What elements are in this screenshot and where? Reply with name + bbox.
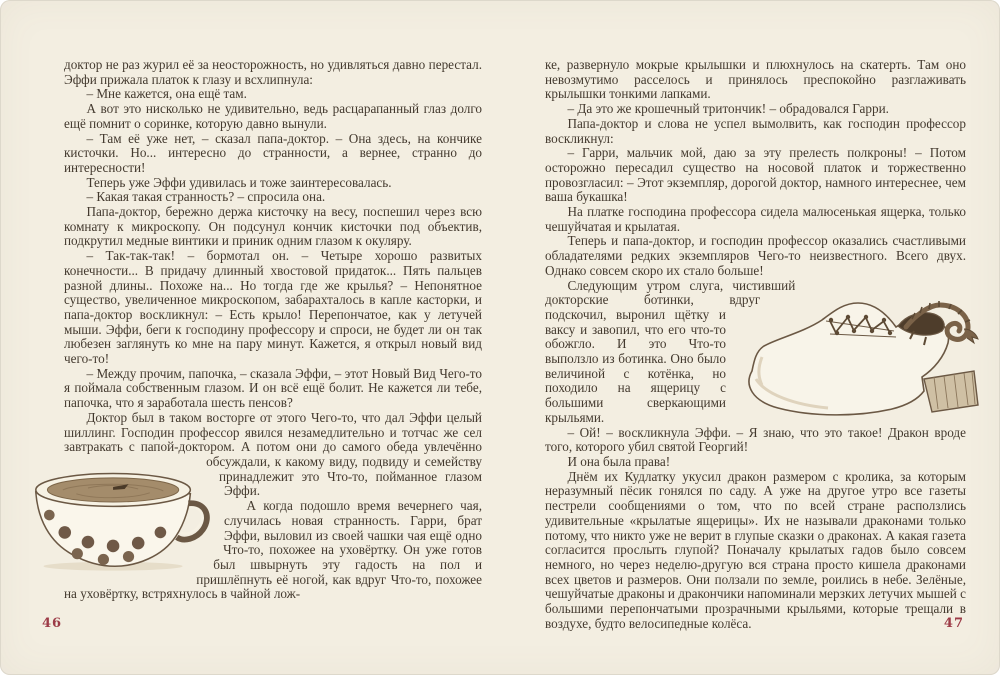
text-paragraph-wrapping-shoe (545, 279, 966, 426)
page-number-left: 46 (42, 616, 63, 631)
text-paragraph: – Там её уже нет, – сказал папа-доктор. – Она здесь, на кончике кисточки. Но... интересно до странности, а вернее, странно до интересности! (64, 130, 482, 175)
text-paragraph: – Так-так-так! – бормотал он. – Четыре хорошо развитых конечности... В придачу длинный хвостовой придаток... Пять пальцев разной длины.. Похоже на... Но тогда где же крылья? – Непонятное существо, увеличенное микроскопом, забарахталось в капле касторки, и папа-доктор воскликнул: – Есть крыло! Перепончатое, как у летучей мыши. Эффи, беги к господину профессору и спроси, не будет ли он так любезен заглянуть ко мне на пару минут. Кажется, я открыл новый вид чего-то! (64, 248, 482, 367)
text-paragraph: – Какая такая странность? – спросила она. (86, 189, 326, 205)
text-segment: Доктор был в таком восторге от этого Чего-то, что дал Эффи целый шиллинг. Господин профессор явился незамедлительно и тотчас же сел завтракать с папой-доктором. А потом они до самого (64, 409, 482, 455)
text-paragraph: Днём их Кудлатку укусил дракон размером с кролика, за которым неразумный пёсик гонялся по саду. А уже на другое утро все газеты пестрели сообщениями о том, что по всей стране расползлись удивительные «крылатые ящерицы». Их не называли драконами только потому, что никто уже не верит в глупые сказки о драконах. А какая газета согласится прослыть глупой? Поначалу крылатых гадов было совсем немного, но через неделю-другую вся страна просто кишела драконами всех цветов и размеров. Они ползали по земле, роились в небе. Зелёные, чешуйчатые драконы и дракончики напоминали мерзких летучих мышей с большими перепончатыми прозрачными крыльями, которые трещали в воздухе, будто велосипедные колёса. (545, 468, 966, 631)
text-paragraph: Теперь и папа-доктор, и господин профессор оказались счастливыми обладателями редких экземпляров Чего-то неизвестного. Всего двух. Однако совсем скоро их стало больше! (545, 233, 966, 278)
text-segment: Следующим утром слуга, чистивший докторские ботинки, вдруг подскочил, выронил щётку и ваксу и завопил, что его что-то обожгло. И это Что-то выползло из ботинка. Оно было величиной с котёнка, но походило на ящерицу с большими сверкающими крыльями. (545, 277, 796, 425)
text-paragraph: доктор не раз журил её за неосторожность, но удивляться давно перестал. Эффи прижала платок к глазу и всхлипнула: (64, 57, 482, 87)
text-paragraph: ке, развернуло мокрые крылышки и плюхнулось на скатерть. Там оно невозмутимо расселось и принялось преспокойно разглаживать крылышки тонкими лапками. (545, 57, 966, 102)
text-paragraph: – Мне кажется, она ещё там. (86, 86, 247, 102)
left-page (64, 58, 482, 602)
text-paragraph: Теперь уже Эффи удивилась и тоже заинтересовалась. (86, 174, 392, 190)
text-paragraph: А когда подошло время вечернего чая, случилась новая странность. Гарри, брат Эффи, выловил из своей чашки чая ещё одно Что-то, похожее на уховёртку. Он уже готов был швырнуть эту гадость на пол и пришлёпнуть её ногой, как вдруг Что-то, похожее на уховёртку, встряхнулось в чайной лож- (64, 498, 482, 602)
text-paragraph: – Да это же крошечный тритончик! – обрадовался Гарри. (567, 101, 889, 117)
shoe-dragon-illustration (736, 279, 986, 421)
text-paragraph-wrapping-cup (64, 411, 482, 499)
text-paragraph: Папа-доктор и слова не успел вымолвить, как господин профессор воскликнул: (545, 115, 966, 146)
right-page (545, 58, 966, 631)
teacup-icon (20, 459, 210, 573)
text-segment: обеда увлечённо обсуждали, к какому виду, подвиду и семейству принадлежит это Что-то, пойманное глазом Эффи. (206, 439, 482, 499)
page-number-right: 47 (943, 616, 964, 631)
text-paragraph: И она была права! (567, 453, 671, 469)
text-paragraph: А вот это нисколько не удивительно, ведь расцарапанный глаз долго ещё помнит о соринке, которую давно вынули. (64, 101, 482, 131)
text-paragraph: – Между прочим, папочка, – сказала Эффи, – этот Новый Вид Чего-то я поймала собственным глазом. И он всё ещё болит. Не кажется ли тебе, папочка, что я заработала шесть пенсов? (64, 365, 482, 411)
text-paragraph: Папа-доктор, бережно держа кисточку на весу, поспешил через всю комнату к микроскопу. Он подсунул кончик кисточки под объектив, подкрутил медные винтики и приник одним глазом к окуляру. (64, 204, 482, 249)
shoe-with-dragon-icon (736, 279, 986, 421)
teacup-illustration (20, 459, 210, 573)
text-paragraph: – Гарри, мальчик мой, даю за эту прелесть полкроны! – Потом осторожно пересадил существо на носовой платок и торжественно провозгласил: – Этот экземпляр, дорогой доктор, намного интереснее, чем ваша букашка! (545, 145, 966, 205)
text-paragraph: На платке господина профессора сидела малюсенькая ящерка, только чешуйчатая и крылатая. (545, 204, 966, 234)
text-paragraph: – Ой! – воскликнула Эффи. – Я знаю, что это такое! Дракон вроде того, которого убил святой Георгий! (545, 424, 966, 455)
